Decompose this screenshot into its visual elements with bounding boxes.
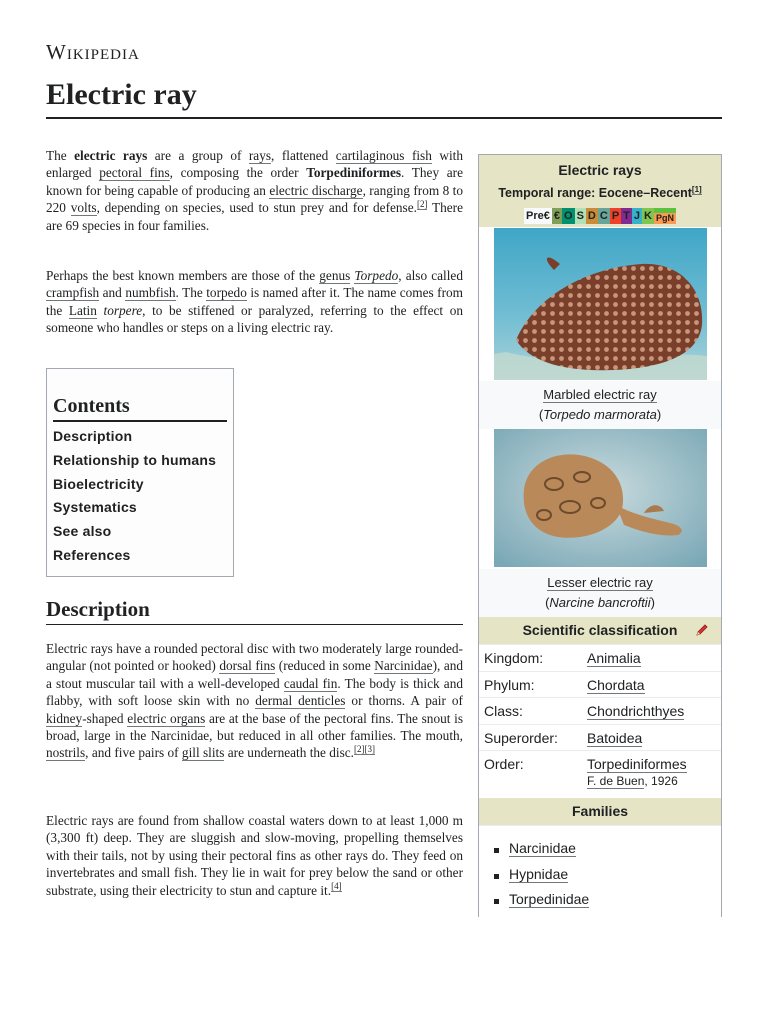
citation-link[interactable]: [3] (364, 744, 376, 755)
description-paragraph-2 (46, 812, 463, 899)
text: -shaped (82, 710, 128, 726)
text: . The body is thick and flabby, with soft loose skin with no (46, 675, 463, 709)
italic-term: torpere (103, 302, 143, 318)
text: or thorns. A pair of (345, 693, 463, 709)
text: . The (175, 285, 207, 301)
timescale-permian[interactable]: P (611, 210, 620, 222)
text: , to be stiffened or paralyzed, referring to the effect on someone who handles or steps on a living electric ray. (46, 302, 463, 336)
citation-link[interactable]: [1] (691, 184, 702, 194)
text: ), and a stout muscular tail with a well-developed (46, 658, 464, 691)
section-label: Scientific classification (522, 622, 678, 638)
text: are underneath the disc. (224, 745, 355, 761)
image2-caption: Lesser electric ray (Narcine bancroftii) (479, 569, 721, 617)
text (97, 303, 104, 318)
citation-link[interactable]: [4] (331, 881, 342, 892)
text: , flattened (271, 148, 336, 163)
link-rays[interactable]: rays (248, 148, 272, 163)
timescale-silurian[interactable]: S (576, 210, 584, 222)
timescale-precambrian[interactable]: Pre€ (526, 210, 550, 222)
toc-item-references[interactable]: References (53, 546, 131, 563)
text: (reduced in some (275, 658, 375, 674)
link-volts[interactable]: volts (70, 200, 97, 216)
timescale-cambrian[interactable]: € (553, 210, 560, 222)
list-item (493, 887, 721, 913)
link-electric-discharge[interactable]: electric discharge (269, 182, 363, 198)
timescale-carboniferous[interactable]: C (599, 210, 608, 222)
section-divider (46, 624, 463, 625)
citation-link[interactable]: [2] (354, 744, 365, 755)
toc-item-relationship-to-humans[interactable]: Relationship to humans (53, 451, 217, 468)
title-divider (46, 117, 722, 119)
text: Electric rays have a rounded pectoral disc with two moderately large rounded-angular (not pointed or hooked) (46, 641, 463, 674)
caption-species-name: Narcine bancroftii (549, 595, 651, 610)
intro-paragraph-2 (46, 267, 463, 337)
link-narcinidae[interactable]: Narcinidae (374, 658, 433, 674)
toc-item-see-also[interactable]: See also (53, 523, 112, 540)
classification-row-class (479, 697, 721, 724)
image-marbled-electric-ray[interactable] (479, 227, 721, 381)
list-item (493, 836, 721, 862)
table-of-contents (46, 368, 234, 577)
text: Electric rays are found from shallow coastal waters down to at least 1,000 m (3,300 ft) deep. They are sluggish and slow-moving, propelling themselves with their tails, not by using their pectoral fins as other rays do. They feed on invertebrates and small fish. They lie in wait for prey below the sand or other substrate, using their electricity to stun and capture it. (46, 813, 463, 898)
link-pectoral-fins[interactable]: pectoral fins (99, 165, 170, 181)
temporal-range (479, 186, 721, 200)
section-heading-description: Description (46, 597, 150, 621)
timescale-devonian[interactable]: D (587, 210, 596, 222)
classification-table (479, 644, 721, 798)
description-paragraph-1 (46, 640, 463, 762)
timescale-triassic[interactable]: T (623, 210, 630, 222)
text: with enlarged (46, 148, 463, 181)
timescale-ordovician[interactable]: O (564, 210, 573, 222)
citation[interactable] (331, 881, 342, 892)
scientific-classification-header (479, 617, 721, 644)
taxobox (478, 154, 722, 917)
link-latin[interactable]: Latin (68, 302, 97, 318)
text: , depending on species, used to stun prey and for defense. (96, 200, 417, 216)
taxon-link-torpediniformes[interactable]: Torpediniformes (587, 756, 687, 772)
toc-item-description[interactable]: Description (53, 428, 133, 444)
classification-row-order (479, 750, 721, 798)
page-title: Electric ray (46, 78, 197, 111)
text: and (99, 285, 126, 301)
text: , also called (398, 268, 463, 283)
text: There are 69 species in four families. (46, 200, 463, 233)
list-item (493, 862, 721, 888)
rank-label: Order: (484, 756, 524, 772)
link-electric-organs[interactable]: electric organs (127, 710, 206, 726)
family-link-narcinidae[interactable]: Narcinidae (509, 840, 576, 856)
classification-row-superorder (479, 724, 721, 751)
temporal-range-label: Temporal range: Eocene–Recent (498, 186, 692, 200)
bold-term: electric rays (74, 148, 148, 163)
wikipedia-wordmark[interactable]: Wikipedia (46, 40, 140, 64)
families-header (479, 798, 721, 825)
link-numbfish[interactable]: numbfish (125, 285, 176, 301)
image-lesser-electric-ray[interactable] (479, 429, 721, 569)
link-nostrils[interactable]: nostrils (46, 745, 86, 761)
citation[interactable] (354, 744, 375, 755)
image1-caption: Marbled electric ray (Torpedo marmorata) (479, 381, 721, 429)
taxon-link-chordata[interactable]: Chordata (587, 676, 645, 693)
caption-species-name: Torpedo marmorata (543, 407, 657, 422)
toc-title: Contents (53, 395, 227, 422)
link-crampfish[interactable]: crampfish (46, 285, 100, 301)
rank-label: Phylum: (484, 676, 535, 693)
taxon-link-chondrichthyes[interactable]: Chondrichthyes (587, 703, 685, 719)
family-link-hypnidae[interactable]: Hypnidae (509, 865, 569, 882)
toc-item-systematics[interactable]: Systematics (53, 499, 137, 516)
text: , composing the order (169, 165, 307, 181)
edit-pencil-icon[interactable] (695, 623, 709, 637)
rank-label: Class: (484, 703, 523, 719)
taxon-authority (587, 772, 721, 788)
text: , and five pairs of (85, 745, 182, 761)
families-list (479, 825, 721, 919)
classification-row-phylum (479, 671, 721, 698)
lesser-ray-photo (494, 429, 707, 567)
authority-link[interactable]: F. de Buen (587, 774, 645, 788)
toc-item-bioelectricity[interactable]: Bioelectricity (53, 475, 144, 492)
taxon-link-animalia[interactable]: Animalia (587, 650, 641, 666)
link-genus[interactable]: genus (319, 268, 351, 283)
link-gill-slits[interactable]: gill slits (181, 745, 225, 761)
section-label: Families (571, 803, 629, 819)
link-caudal-fin[interactable]: caudal fin (283, 675, 338, 691)
text: , ranging from 8 to 220 (46, 182, 464, 216)
link-cartilaginous-fish[interactable]: cartilaginous fish (335, 148, 432, 163)
geologic-timescale-bar (479, 208, 721, 224)
marbled-ray-photo (494, 228, 707, 380)
rank-label: Kingdom: (484, 650, 544, 666)
caption-link-lesser-electric-ray[interactable]: Lesser electric ray (547, 575, 653, 590)
family-link-torpedinidae[interactable]: Torpedinidae (509, 891, 590, 907)
intro-paragraph-1 (46, 147, 463, 234)
link-dorsal-fins[interactable]: dorsal fins (219, 658, 276, 674)
citation-link[interactable]: [2] (416, 198, 428, 209)
text: The (46, 148, 75, 163)
timescale-cretaceous[interactable]: K (644, 210, 652, 222)
classification-row-kingdom (479, 644, 721, 671)
taxobox-header (479, 155, 721, 227)
text: are a group of (147, 148, 249, 163)
timescale-paleogene-neogene[interactable]: PgN (654, 208, 676, 224)
text: Perhaps the best known members are those of the (46, 268, 320, 283)
text: is named after it. The name comes from the (46, 285, 463, 318)
timescale-jurassic[interactable]: J (633, 210, 641, 222)
taxobox-title: Electric rays (558, 162, 642, 178)
text: are at the base of the pectoral fins. The snout is broad, large in the Narcinidae, but reduced in all other families. The mouth, (46, 710, 463, 744)
link-torpedo-genus[interactable]: Torpedo (354, 268, 399, 283)
caption-link-marbled-electric-ray[interactable]: Marbled electric ray (543, 387, 657, 402)
authority-year: , 1926 (644, 774, 678, 788)
citation[interactable] (417, 199, 428, 210)
taxon-link-batoidea[interactable]: Batoidea (587, 729, 643, 746)
rank-label: Superorder: (484, 729, 558, 746)
link-dermal-denticles[interactable]: dermal denticles (255, 693, 346, 709)
link-kidney[interactable]: kidney (46, 710, 83, 726)
link-torpedo[interactable]: torpedo (206, 285, 247, 301)
bold-term: Torpediniformes (306, 165, 402, 181)
text: . They are known for being capable of producing an (46, 165, 463, 198)
